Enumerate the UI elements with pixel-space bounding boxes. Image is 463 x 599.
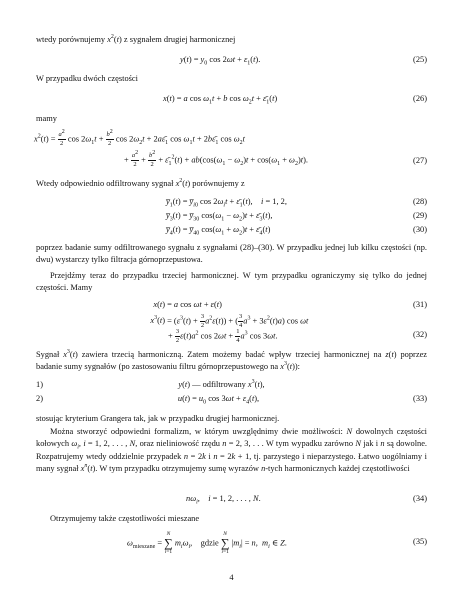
eq-num-29: (29) <box>413 211 427 220</box>
paragraph-9: Można stworzyć odpowiedni formalizm, w którym uwzględnimy dwie możliwości: N dowolnych częstości kołowych $\omega_i$, i = 1, 2, . . . , N, oraz nieliniowość rzędu n = 2, 3, . . . W tym wypadku zarówno N jak i n są dowolne. Rozpatrujemy wtedy oddzielnie przypadek n = 2k i n = 2k + 1, tj. parzystego i nieparzystego. Łatwo uogólniamy i many sygnał $x^n(t)$. W tym przypadku otrzymujemy sumę wyrazów n-tych harmonicznych każdej częstotliwości <box>36 427 428 473</box>
paragraph-6: Przejdźmy teraz do przypadku trzeciej harmonicznej. W tym przypadku ograniczymy się tylko do jednej częstości. Mamy <box>36 271 427 293</box>
list-label-2: 2) <box>36 394 43 403</box>
equation-35: $\omega_{mieszane} = N$ ∑ i=1 $m_i\omega_i$, gdzie N ∑ i=1 $|m_i| = n$, $m_i$ ∈ Z. <box>127 531 287 555</box>
equation-31-line-1: x(t) = a cos ωt + ε(t) <box>153 300 222 309</box>
equation-27-line-2: + $\frac{a^2}{2}$ + $\frac{b^2}{2}$ + $\varepsilon̄_1^2(t) + ab(\cos(\omega_1 - \omega_2)t + \cos(\omega_1 + \omega_2)t)$. <box>124 149 308 168</box>
eq-num-28: (28) <box>413 197 427 206</box>
page-number: 4 <box>229 573 234 582</box>
list-item-2: $u(t) = u_0$ $\cos 3\omega t + \varepsilon_4(t)$, <box>177 394 260 406</box>
paragraph-2: W przypadku dwóch częstości <box>36 74 138 83</box>
eq-num-30: (30) <box>413 225 427 234</box>
equation-29: $y̅_3(t)$ = $y̅_{30}$ $\cos(\omega_1 - \omega_2)t$ + $\varepsilon̄_3(t)$, <box>166 211 273 223</box>
eq-num-32: (32) <box>413 330 427 339</box>
equation-32: + $\frac{3}{2}$ $\varepsilon(t)a^2$ cos 2ωt + $\frac{1}{4}$ $a^3$ cos 3ωt. <box>168 328 278 344</box>
paragraph-3: mamy <box>36 114 57 123</box>
paragraph-5: poprzez badanie sumy odfiltrowanego sygnału z sygnałami (28)–(30). W przypadku jednej lub kilku częstości (np. dwu) wystarczy tylko filtracja górnoprzepustowa. <box>36 243 427 265</box>
eq-num-35: (35) <box>413 537 427 546</box>
paragraph-1: wtedy porównujemy $x^2(t)$ z sygnałem drugiej harmonicznej <box>36 34 236 44</box>
eq-num-25: (25) <box>413 55 427 64</box>
equation-25: $y(t) = y_0$ $\cos 2\omega t + \varepsilon_1(t)$. <box>180 55 261 67</box>
eq-num-26: (26) <box>413 94 427 103</box>
eq-num-33: (33) <box>413 394 427 403</box>
equation-34: $n\omega_i$, i = 1, 2, . . . , N. <box>186 494 261 506</box>
equation-27-line-1: $x^2(t)$ = $\frac{a^2}{2}$ $\cos 2\omega_1t$ + $\frac{b^2}{2}$ $\cos 2\omega_2t$ + $2a\varepsilon̄_1$ $\cos \omega_1t$ + $2b\varepsilon̄_1$ $\cos \omega_2t$ <box>34 128 245 147</box>
equation-30: $y̅_4(t)$ = $y̅_{40}$ $\cos(\omega_1 + \omega_2)t$ + $\varepsilon̄_4(t)$ <box>166 225 271 237</box>
eq-num-27: (27) <box>413 156 427 165</box>
paragraph-4: Wtedy odpowiednio odfiltrowany sygnał $x^2(t)$ porównujemy z <box>36 178 245 188</box>
equation-31-line-2: $x^3(t) = (\varepsilon^3(t)$ + $\frac{3}{2}$ $a^2\varepsilon(t)$) + ( $\frac{3}{4}$ $a^3 + 3\varepsilon^2(t)a$) cos ωt <box>150 313 309 329</box>
eq-num-31: (31) <box>413 300 427 309</box>
paragraph-8: stosując kryterium Grangera tak, jak w przypadku drugiej harmonicznej. <box>36 414 280 423</box>
paragraph-10: Otrzymujemy także częstotliwości mieszane <box>50 514 200 523</box>
equation-28: $y̅_1(t)$ = $y̅_{i0}$ $\cos 2\omega_it$ + $\varepsilon̄_1(t)$, i = 1, 2, <box>166 197 287 209</box>
list-item-1: y(t) — odfiltrowany $x^3(t)$, <box>178 379 265 389</box>
paragraph-7: Sygnał $x^3(t)$ zawiera trzecią harmoniczną. Zatem możemy badać wpływ trzeciej harmonicznej na z(t) poprzez badanie sumy sygnałów (po zastosowaniu filtru górnoprzepustowego na $x^3(t)$): <box>36 349 427 372</box>
eq-num-34: (34) <box>413 494 427 503</box>
list-label-1: 1) <box>36 380 43 389</box>
equation-26: x(t) = a $\cos \omega_1t + b$ $\cos \omega_2t$ + $\varepsilon̄_1(t)$ <box>163 94 278 106</box>
